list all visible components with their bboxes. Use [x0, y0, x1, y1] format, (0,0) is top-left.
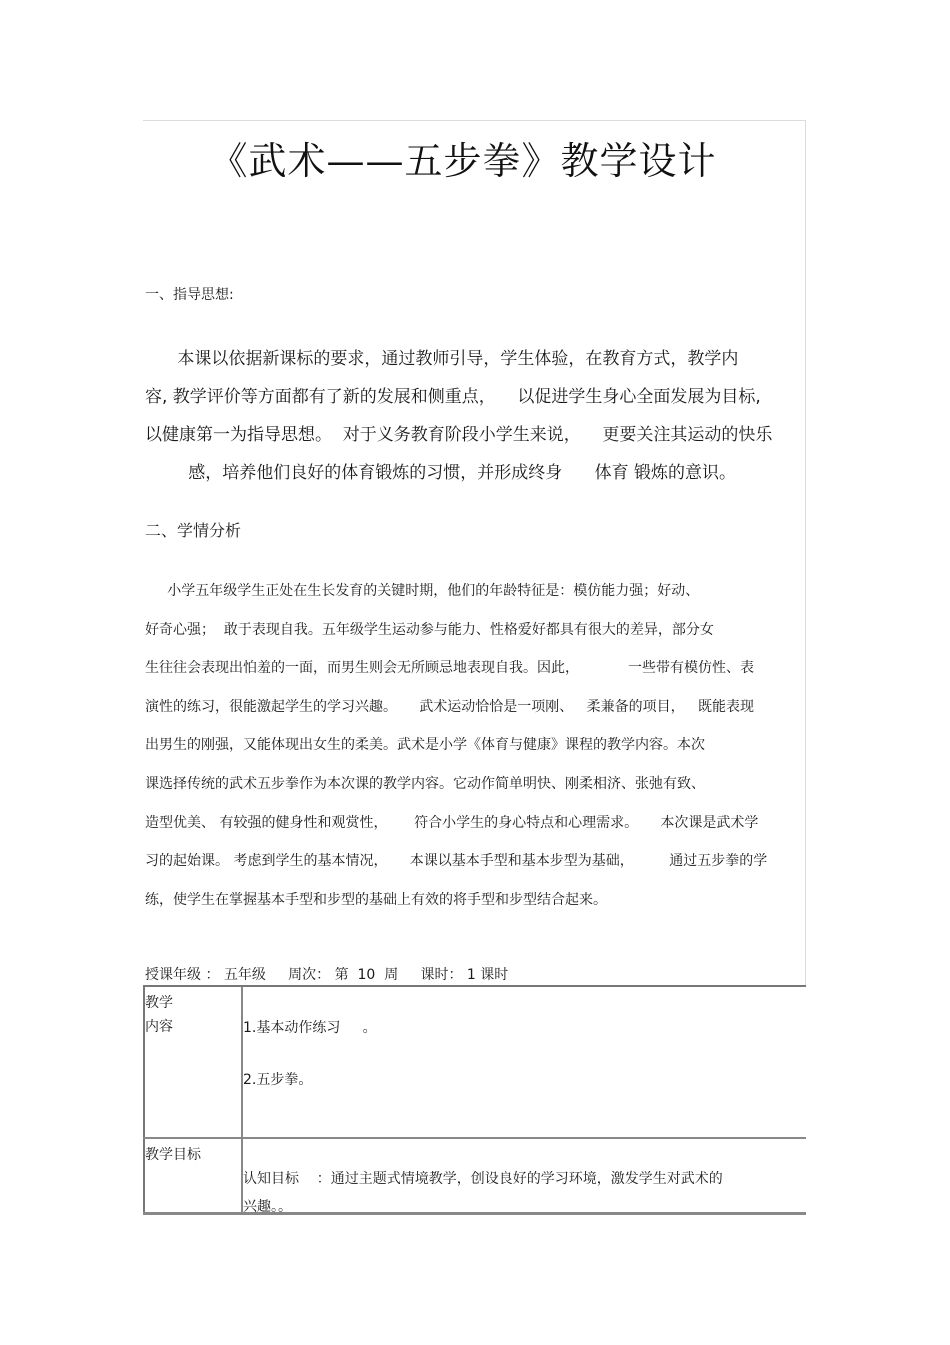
guiding-thought-paragraph: [145, 340, 805, 492]
paragraph-line: 本课以依据新课标的要求，通过教师引导，学生体验，在教育方式，教学内: [145, 349, 739, 369]
paragraph-line: 练，使学生在掌握基本手型和步型的基础上有效的将手型和步型结合起来。: [145, 891, 607, 908]
label-line: 教学目标: [145, 1147, 201, 1163]
cognitive-goal: [243, 1165, 783, 1221]
goal-line: 兴趣。。: [243, 1199, 292, 1215]
content-item-1: 1.基本动作练习 。: [243, 1020, 377, 1036]
table-row-content: [143, 987, 806, 1139]
paragraph-line: 感，培养他们良好的体育锻炼的习惯，并形成终身 体育 锻炼的意识。: [145, 463, 737, 483]
label-line: 教学: [145, 995, 173, 1011]
label-line: 内容: [145, 1019, 173, 1035]
paragraph-line: 生往往会表现出怕羞的一面，而男生则会无所顾忌地表现自我。因此， 一些带有模仿性、表: [145, 660, 754, 677]
row-label-teaching-content: [143, 987, 243, 1137]
teaching-content-cell: [243, 987, 806, 1137]
section-heading-guiding-thought: 一、指导思想:: [145, 287, 234, 303]
content-item-2: 2.五步拳。: [243, 1072, 313, 1088]
lesson-table: [143, 985, 806, 1215]
paragraph-line: 以健康第一为指导思想。 对于义务教育阶段小学生来说， 更要关注其运动的快乐: [145, 425, 773, 445]
class-info-line: 授课年级 ： 五年级 周次： 第 10 周 课时： 1 课时: [145, 967, 509, 983]
section-heading-learner-analysis: 二、学情分析: [145, 521, 242, 540]
row-label-teaching-goals: [143, 1139, 243, 1212]
paragraph-line: 容, 教学评价等方面都有了新的发展和侧重点， 以促进学生身心全面发展为目标,: [145, 387, 761, 407]
document-title: 《武术——五步拳》教学设计: [209, 139, 717, 183]
learner-analysis-paragraph: [145, 580, 805, 927]
paragraph-line: 造型优美、 有较强的健身性和观赏性， 符合小学生的身心特点和心理需求。 本次课是武术学: [145, 814, 759, 831]
teaching-goals-cell: [243, 1139, 806, 1215]
goal-line: 认知目标 ：通过主题式情境教学，创设良好的学习环境，激发学生对武术的: [243, 1171, 723, 1187]
paragraph-line: 习的起始课。 考虑到学生的基本情况， 本课以基本手型和基本步型为基础， 通过五步拳的学: [145, 853, 768, 870]
table-row-goals: [143, 1139, 806, 1215]
paragraph-line: 课选择传统的武术五步拳作为本次课的教学内容。它动作简单明快、刚柔相济、张弛有致、: [145, 775, 705, 792]
paragraph-line: 演性的练习，很能激起学生的学习兴趣。 武术运动恰恰是一项刚、 柔兼备的项目， 既能表现: [145, 698, 754, 715]
paragraph-line: 出男生的刚强，又能体现出女生的柔美。武术是小学《体育与健康》课程的教学内容。本次: [145, 737, 705, 754]
paragraph-line: 好奇心强； 敢于表现自我。五年级学生运动参与能力、性格爱好都具有很大的差异，部分女: [145, 621, 714, 638]
paragraph-line: 小学五年级学生正处在生长发育的关键时期，他们的年龄特征是：模仿能力强；好动、: [145, 583, 700, 599]
